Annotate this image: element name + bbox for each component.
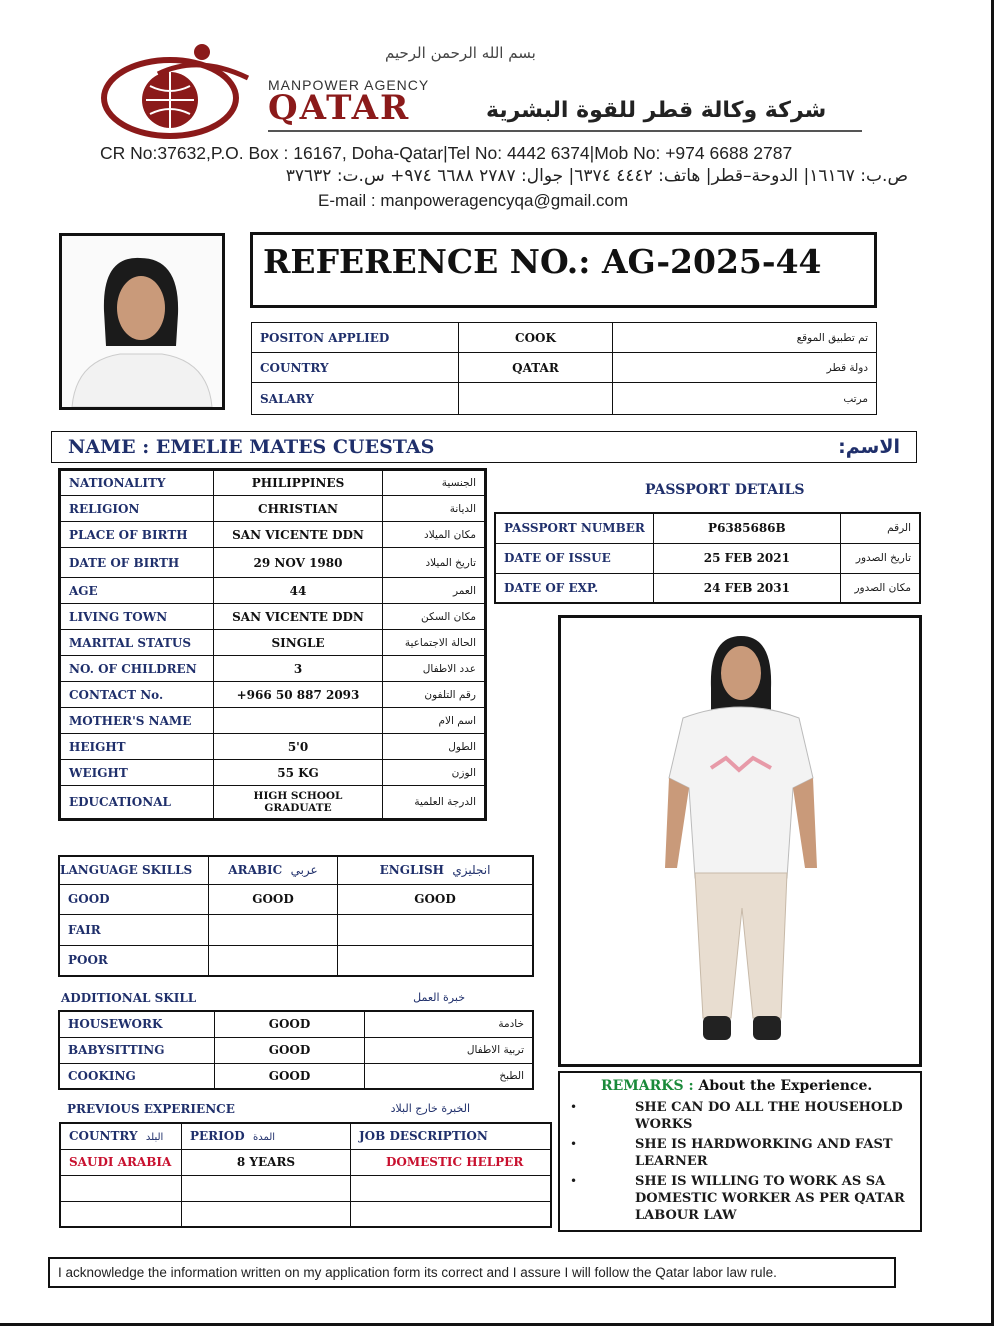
table-row <box>60 470 486 496</box>
cooking-label: COOKING <box>59 1063 215 1089</box>
contact-value: +966 50 887 2093 <box>214 682 383 708</box>
col-country <box>60 1123 182 1149</box>
exp-country: SAUDI ARABIA <box>60 1149 182 1175</box>
height-ar: الطول <box>383 734 486 760</box>
children-label: NO. OF CHILDREN <box>60 656 214 682</box>
position-value: COOK <box>459 323 613 353</box>
salary-value <box>459 383 613 415</box>
religion-label: RELIGION <box>60 496 214 522</box>
agency-title: QATAR <box>268 88 411 128</box>
col-country-ar: البلد <box>145 1132 164 1144</box>
remark-item: SHE IS HARDWORKING AND FAST LEARNER <box>635 1137 893 1169</box>
additional-title-ar: خبرة العمل <box>413 991 465 1004</box>
age-ar: العمر <box>383 578 486 604</box>
nationality-label: NATIONALITY <box>60 470 214 496</box>
town-label: LIVING TOWN <box>60 604 214 630</box>
header-rule <box>268 130 862 132</box>
table-row <box>60 1175 551 1201</box>
table-row <box>59 856 533 884</box>
remarks-label: REMARKS : <box>601 1078 694 1094</box>
empty-cell <box>182 1201 351 1227</box>
table-row <box>60 522 486 548</box>
table-row <box>60 578 486 604</box>
nationality-ar: الجنسية <box>383 470 486 496</box>
remark-item: SHE CAN DO ALL THE HOUSEHOLD WORKS <box>635 1100 903 1132</box>
contact-english: CR No:37632,P.O. Box : 16167, Doha-Qatar|Tel No: 4442 6374|Mob No: +974 6688 2787 <box>100 143 793 163</box>
empty-cell <box>60 1201 182 1227</box>
english-en: ENGLISH <box>379 863 445 878</box>
weight-value: 55 KG <box>214 760 383 786</box>
acknowledgement-text: I acknowledge the information written on my application form its correct and I assure I will follow the Qatar labor law rule. <box>58 1265 777 1280</box>
email: E-mail : manpoweragencyqa@gmail.com <box>318 191 629 210</box>
table-row <box>60 548 486 578</box>
reference-number: REFERENCE NO.: AG-2025-44 <box>263 242 822 281</box>
remark-item: SHE IS WILLING TO WORK AS SA DOMESTIC WORKER AS PER QATAR LABOUR LAW <box>635 1174 905 1223</box>
marital-value: SINGLE <box>214 630 383 656</box>
weight-label: WEIGHT <box>60 760 214 786</box>
passport-number-ar: الرقم <box>840 513 920 543</box>
babysitting-value: GOOD <box>215 1037 365 1063</box>
full-body-photo <box>558 615 922 1067</box>
remarks-title: About the Experience. <box>698 1078 873 1094</box>
personal-table <box>58 468 487 821</box>
table-row <box>60 708 486 734</box>
issue-label: DATE OF ISSUE <box>495 543 653 573</box>
town-ar: مكان السكن <box>383 604 486 630</box>
salary-ar: مرتب <box>613 383 877 415</box>
education-label: EDUCATIONAL <box>60 786 214 820</box>
language-table <box>58 855 534 977</box>
applicant-name: NAME : EMELIE MATES CUESTAS <box>68 436 435 458</box>
table-row <box>60 1123 551 1149</box>
portrait-photo <box>59 233 225 410</box>
col-period <box>182 1123 351 1149</box>
expiry-label: DATE OF EXP. <box>495 573 653 603</box>
empty-cell <box>351 1201 552 1227</box>
arabic-good: GOOD <box>209 884 338 914</box>
table-row <box>59 945 533 976</box>
mother-label: MOTHER'S NAME <box>60 708 214 734</box>
col-period-ar: المدة <box>252 1132 276 1144</box>
contact-arabic: ص.ب: ١٦١٦٧| الدوحة–قطر| هاتف: ٤٤٤٢ ٦٣٧٤| جوال: ٢٧٨٧ ٦٦٨٨ ٩٧٤+ س.ت: ٣٧٦٣٢ <box>285 166 908 186</box>
passport-number-value: P6385686B <box>653 513 840 543</box>
babysitting-ar: تربية الاطفال <box>365 1037 534 1063</box>
passport-table <box>494 512 921 604</box>
table-row <box>59 1037 533 1063</box>
table-row <box>59 1011 533 1037</box>
col-period-en: PERIOD <box>190 1129 245 1144</box>
education-ar: الدرجة العلمية <box>383 786 486 820</box>
children-ar: عدد الاطفال <box>383 656 486 682</box>
table-row <box>495 543 920 573</box>
arabic-ar: عربي <box>290 863 318 878</box>
empty-cell <box>351 1175 552 1201</box>
passport-number-label: PASSPORT NUMBER <box>495 513 653 543</box>
housework-value: GOOD <box>215 1011 365 1037</box>
position-label: POSITON APPLIED <box>252 323 459 353</box>
level-fair: FAIR <box>59 914 209 945</box>
issue-ar: تاريخ الصدور <box>840 543 920 573</box>
table-row <box>60 1149 551 1175</box>
marital-label: MARITAL STATUS <box>60 630 214 656</box>
age-label: AGE <box>60 578 214 604</box>
pob-value: SAN VICENTE DDN <box>214 522 383 548</box>
age-value: 44 <box>214 578 383 604</box>
salary-label: SALARY <box>252 383 459 415</box>
remarks-heading <box>601 1078 872 1094</box>
passport-title: PASSPORT DETAILS <box>645 482 805 498</box>
empty-cell <box>182 1175 351 1201</box>
level-good: GOOD <box>59 884 209 914</box>
empty-cell <box>60 1175 182 1201</box>
bismillah: بسم الله الرحمن الرحيم <box>385 44 536 62</box>
contact-ar: رقم التلفون <box>383 682 486 708</box>
country-ar: دولة قطر <box>613 353 877 383</box>
english-fair <box>338 914 534 945</box>
children-value: 3 <box>214 656 383 682</box>
level-poor: POOR <box>59 945 209 976</box>
cooking-value: GOOD <box>215 1063 365 1089</box>
pob-label: PLACE OF BIRTH <box>60 522 214 548</box>
table-row <box>60 734 486 760</box>
nationality-value: PHILIPPINES <box>214 470 383 496</box>
agency-small: MANPOWER AGENCY <box>268 77 430 93</box>
experience-title: PREVIOUS EXPERIENCE <box>67 1102 235 1116</box>
position-row <box>252 323 877 353</box>
table-row <box>59 914 533 945</box>
col-job: JOB DESCRIPTION <box>351 1123 552 1149</box>
name-ar: الاسم: <box>838 436 900 458</box>
table-row <box>60 760 486 786</box>
english-poor <box>338 945 534 976</box>
table-row <box>60 1201 551 1227</box>
country-row <box>252 353 877 383</box>
arabic-fair <box>209 914 338 945</box>
english-good: GOOD <box>338 884 534 914</box>
language-header: LANGUAGE SKILLS <box>59 856 209 884</box>
table-row <box>60 604 486 630</box>
religion-ar: الديانة <box>383 496 486 522</box>
salary-row <box>252 383 877 415</box>
table-row <box>60 496 486 522</box>
agency-logo <box>98 40 258 144</box>
mother-ar: اسم الام <box>383 708 486 734</box>
dob-label: DATE OF BIRTH <box>60 548 214 578</box>
marital-ar: الحالة الاجتماعية <box>383 630 486 656</box>
table-row <box>495 513 920 543</box>
experience-table <box>59 1122 552 1228</box>
country-value: QATAR <box>459 353 613 383</box>
table-row <box>60 656 486 682</box>
bullet-icon: • <box>570 1100 578 1114</box>
arabic-poor <box>209 945 338 976</box>
town-value: SAN VICENTE DDN <box>214 604 383 630</box>
contact-label: CONTACT No. <box>60 682 214 708</box>
exp-job: DOMESTIC HELPER <box>351 1149 552 1175</box>
additional-table <box>58 1010 534 1090</box>
pob-ar: مكان الميلاد <box>383 522 486 548</box>
table-row <box>59 884 533 914</box>
education-value: HIGH SCHOOL GRADUATE <box>214 786 383 820</box>
english-ar: انجليزي <box>452 863 491 878</box>
housework-ar: خادمة <box>365 1011 534 1037</box>
cooking-ar: الطبخ <box>365 1063 534 1089</box>
table-row <box>60 786 486 820</box>
arabic-en: ARABIC <box>228 863 283 878</box>
height-value: 5'0 <box>214 734 383 760</box>
experience-title-ar: الخبرة خارج البلاد <box>390 1102 470 1115</box>
expiry-ar: مكان الصدور <box>840 573 920 603</box>
weight-ar: الوزن <box>383 760 486 786</box>
mother-value <box>214 708 383 734</box>
position-table <box>251 322 877 415</box>
issue-value: 25 FEB 2021 <box>653 543 840 573</box>
religion-value: CHRISTIAN <box>214 496 383 522</box>
table-row <box>60 682 486 708</box>
table-row <box>60 630 486 656</box>
col-country-en: COUNTRY <box>69 1129 138 1144</box>
dob-value: 29 NOV 1980 <box>214 548 383 578</box>
bullet-icon: • <box>570 1174 578 1188</box>
table-row <box>59 1063 533 1089</box>
english-column-header <box>338 856 534 884</box>
exp-period: 8 YEARS <box>182 1149 351 1175</box>
expiry-value: 24 FEB 2031 <box>653 573 840 603</box>
arabic-column-header <box>209 856 338 884</box>
agency-arabic: شركة وكالة قطر للقوة البشرية <box>486 98 827 123</box>
position-ar: تم تطبيق الموقع <box>613 323 877 353</box>
dob-ar: تاريخ الميلاد <box>383 548 486 578</box>
additional-title: ADDITIONAL SKILL <box>61 991 197 1005</box>
housework-label: HOUSEWORK <box>59 1011 215 1037</box>
bullet-icon: • <box>570 1137 578 1151</box>
height-label: HEIGHT <box>60 734 214 760</box>
babysitting-label: BABYSITTING <box>59 1037 215 1063</box>
table-row <box>495 573 920 603</box>
country-label: COUNTRY <box>252 353 459 383</box>
